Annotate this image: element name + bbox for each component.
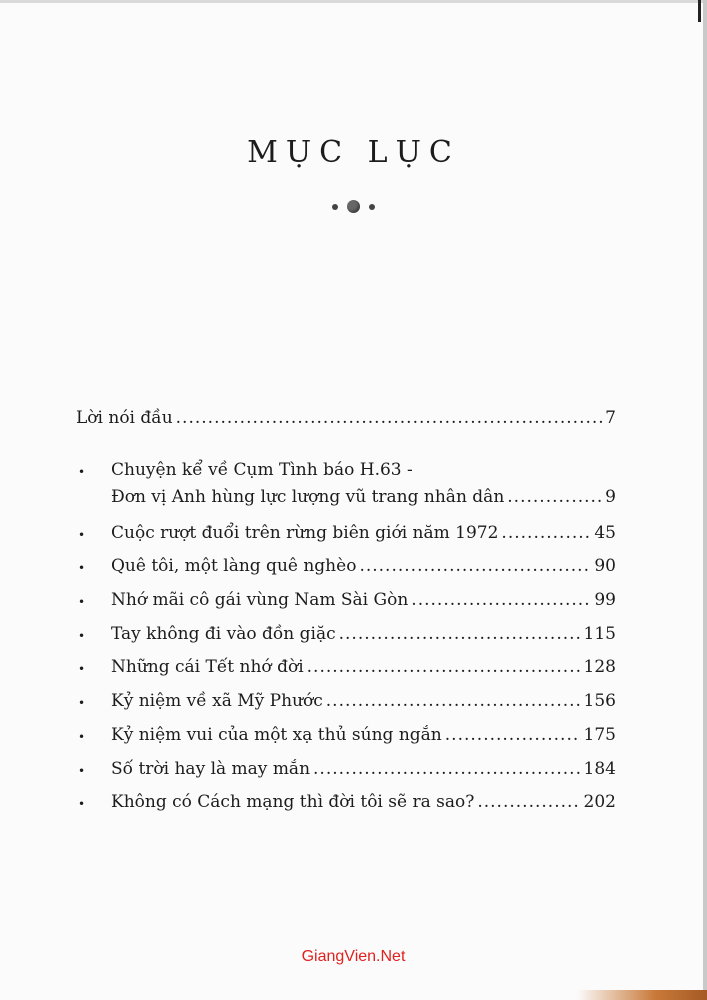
toc-page-number: 202: [583, 792, 616, 812]
toc-entry-title: Kỷ niệm về xã Mỹ Phước: [111, 691, 323, 711]
toc-page-number: 184: [583, 759, 616, 779]
toc-entry-4[interactable]: [111, 588, 616, 612]
toc-entry-9[interactable]: [111, 757, 616, 781]
dot-leader: [307, 655, 581, 679]
bullet: •: [78, 696, 86, 710]
toc-entry-title: Tay không đi vào đồn giặc: [111, 624, 336, 644]
toc-preface-row[interactable]: [76, 406, 616, 430]
bullet: •: [78, 528, 86, 542]
dot-leader: [477, 790, 580, 814]
toc-page-number: 90: [594, 556, 616, 576]
watermark-link[interactable]: GiangVien.Net: [301, 948, 406, 965]
toc-entry-title: Nhớ mãi cô gái vùng Nam Sài Gòn: [111, 590, 409, 610]
bullet: •: [78, 764, 86, 778]
bullet: •: [78, 629, 86, 643]
dot-leader: [445, 723, 581, 747]
toc-page-number: 156: [583, 691, 616, 711]
dot-leader: [176, 406, 603, 430]
toc-entry-title: Quê tôi, một làng quê nghèo: [111, 556, 357, 576]
bullet: •: [78, 595, 86, 609]
toc-entry-title: Đơn vị Anh hùng lực lượng vũ trang nhân dân: [111, 487, 505, 507]
toc-entry-title-line1: Chuyện kể về Cụm Tình báo H.63 -: [111, 460, 413, 480]
page-title: MỤC LỤC: [247, 135, 460, 170]
bullet: •: [78, 797, 86, 811]
toc-entry-title: Cuộc rượt đuổi trên rừng biên giới năm 1972: [111, 523, 499, 543]
toc-entry-title: Kỷ niệm vui của một xạ thủ súng ngắn: [111, 725, 442, 745]
toc-entry-3[interactable]: [111, 554, 616, 578]
bullet: •: [78, 465, 86, 479]
dot-leader: [501, 521, 591, 545]
toc-entry-5[interactable]: [111, 622, 616, 646]
toc-entry-title: Lời nói đầu: [76, 408, 173, 428]
toc-entry-6[interactable]: [111, 655, 616, 679]
dot-leader: [411, 588, 591, 612]
toc-entry-7[interactable]: [111, 689, 616, 713]
toc-entry-10[interactable]: [111, 790, 616, 814]
toc-entry-title: Số trời hay là may mắn: [111, 759, 311, 779]
dot-leader: [313, 757, 581, 781]
dot-leader: [359, 554, 591, 578]
toc-entry-1-line1[interactable]: [111, 458, 616, 482]
toc-page-number: 128: [583, 657, 616, 677]
bullet: •: [78, 730, 86, 744]
dot-leader: [507, 485, 602, 509]
toc-entry-2[interactable]: [111, 521, 616, 545]
toc-entry-8[interactable]: [111, 723, 616, 747]
toc-page-number: 45: [594, 523, 616, 543]
toc-page-number: 9: [605, 487, 616, 507]
toc-entry-title: Những cái Tết nhớ đời: [111, 657, 304, 677]
bullet: •: [78, 561, 86, 575]
bullet: •: [78, 662, 86, 676]
dot-leader: [339, 622, 581, 646]
toc-entry-title: Không có Cách mạng thì đời tôi sẽ ra sao?: [111, 792, 475, 812]
toc-page-number: 175: [583, 725, 616, 745]
toc-page-number: 99: [594, 590, 616, 610]
toc-page-number: 115: [583, 624, 616, 644]
toc-entry-1[interactable]: [111, 485, 616, 509]
dot-leader: [326, 689, 581, 713]
toc-page-number: 7: [605, 408, 616, 428]
